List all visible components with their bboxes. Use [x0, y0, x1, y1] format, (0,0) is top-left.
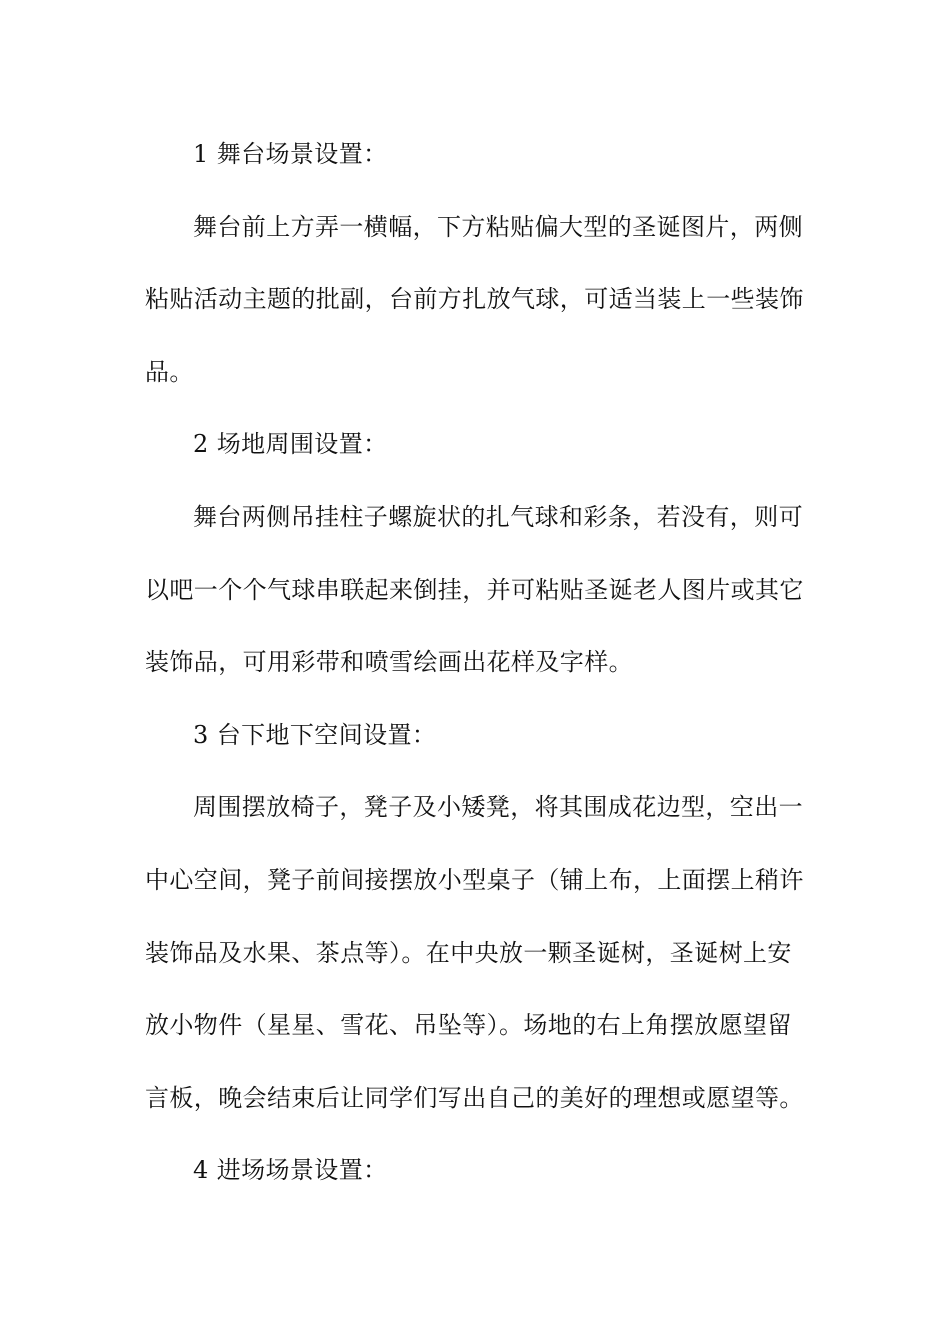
- section-heading-stage: 1 舞台场景设置：: [193, 140, 388, 168]
- section-heading-surroundings: 2 场地周围设置：: [193, 430, 388, 459]
- paragraph-stage: 舞台前上方弄一横幅，下方粘贴偏大型的圣诞图片，两侧粘贴活动主题的批副，台前方扎放气球，可适当装上一些装饰品。: [145, 212, 804, 386]
- paragraph-surroundings: 舞台两侧吊挂柱子螺旋状的扎气球和彩条，若没有，则可以吧一个个气球串联起来倒挂，并可粘贴圣诞老人图片或其它装饰品，可用彩带和喷雪绘画出花样及字样。: [145, 502, 804, 677]
- paragraph-floor-space: 周围摆放椅子，凳子及小矮凳，将其围成花边型，空出一中心空间，凳子前间接摆放小型桌子（铺上布，上面摆上稍许装饰品及水果、茶点等）。在中央放一颗圣诞树，圣诞树上安放小物件（星星、雪花、吊坠等）。场地的右上角摆放愿望留言板，晚会结束后让同学们写出自己的美好的理想或愿望等。: [145, 793, 804, 1112]
- document-body: [145, 118, 805, 1207]
- section-heading-entrance: 4 进场场景设置：: [193, 1156, 388, 1185]
- section-heading-floor-space: 3 台下地下空间设置：: [193, 720, 437, 749]
